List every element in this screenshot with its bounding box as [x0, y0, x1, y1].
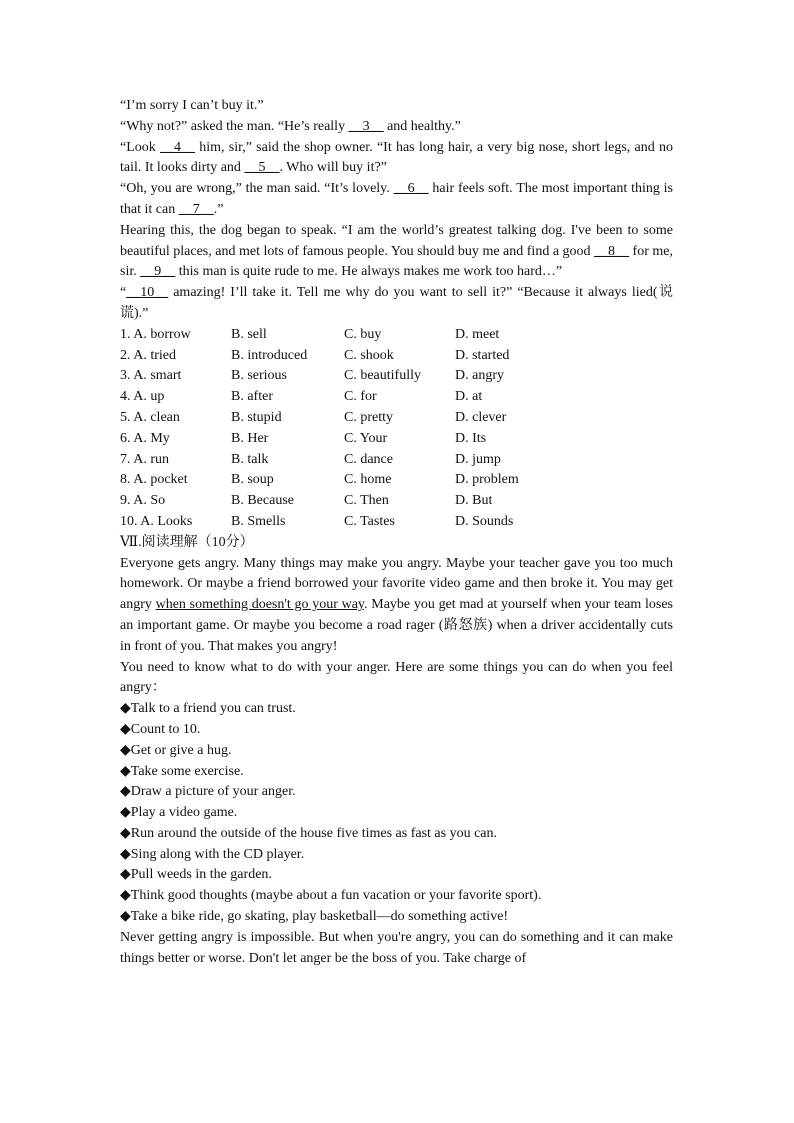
cloze-text: and healthy.”: [383, 118, 461, 134]
option-d: D. Its: [455, 430, 487, 446]
tip-item: ◆Think good thoughts (maybe about a fun vacation or your favorite sport).: [120, 888, 542, 904]
tip-item: ◆Pull weeds in the garden.: [120, 867, 272, 883]
option-b: B. stupid: [231, 409, 282, 425]
blank-10: __10__: [126, 285, 169, 301]
cloze-text: this man is quite rude to me. He always makes me work too hard…”: [175, 264, 563, 280]
tip-item: ◆Take some exercise.: [120, 763, 244, 779]
option-row: [120, 470, 575, 491]
option-b: B. soup: [231, 472, 274, 488]
option-d: D. clever: [455, 409, 507, 425]
option-d: D. started: [455, 347, 510, 363]
tip-item: ◆Count to 10.: [120, 721, 201, 737]
blank-3: __3__: [348, 118, 384, 134]
option-a: 6. A. My: [120, 430, 170, 446]
cloze-text: him, sir,” said the shop owner. “It has long hair, a very big nose, short legs, and no tail. It looks dirty and: [120, 139, 674, 176]
option-row: [120, 429, 575, 450]
cloze-text: “I’m sorry I can’t buy it.”: [120, 98, 264, 113]
cloze-paragraph-4: [120, 179, 673, 221]
option-c: C. beautifully: [344, 368, 421, 384]
tips-list: [120, 699, 673, 928]
blank-7: __7__: [178, 201, 214, 217]
reading-paragraph-1: [120, 554, 673, 658]
option-a: 5. A. clean: [120, 409, 180, 425]
option-row: [120, 491, 575, 512]
option-a: 3. A. smart: [120, 368, 182, 384]
option-c: C. pretty: [344, 409, 393, 425]
cloze-paragraph-3: [120, 138, 673, 180]
options-table: [120, 325, 575, 533]
reading-text: Everyone gets angry. Many things may make you angry. Maybe your teacher gave you too much homework. Or maybe a friend borrowed your favorite video game and then broke it. You may get angry: [120, 555, 673, 613]
option-a: 9. A. So: [120, 493, 166, 509]
option-d: D. problem: [455, 472, 519, 488]
document-page: [120, 96, 673, 969]
option-b: B. Her: [231, 430, 269, 446]
option-a: 7. A. run: [120, 451, 169, 467]
blank-5: __5__: [244, 160, 280, 176]
blank-9: __9__: [140, 264, 176, 280]
tip-item: ◆Get or give a hug.: [120, 742, 232, 758]
option-b: B. talk: [231, 451, 269, 467]
option-c: C. buy: [344, 326, 382, 342]
cloze-text: amazing! I’ll take it. Tell me why do you want to sell it?” “Because it always lied(说谎).”: [120, 285, 673, 321]
reading-paragraph-3: Never getting angry is impossible. But when you're angry, you can do something and it can make things better or worse. Don't let anger be the boss of you. Take charge of: [120, 929, 673, 966]
cloze-paragraph-6: [120, 283, 673, 325]
option-c: C. home: [344, 472, 392, 488]
option-a: 2. A. tried: [120, 347, 176, 363]
tip-item: ◆Sing along with the CD player.: [120, 846, 305, 862]
option-b: B. serious: [231, 368, 287, 384]
option-d: D. But: [455, 493, 493, 509]
reading-text: . Maybe you get mad at yourself when your team loses an important game. Or maybe you become a road rager (路怒族) when a driver accidentally cuts in front of you. That makes you angry!: [120, 597, 673, 654]
underlined-phrase: when something doesn't go your way: [155, 597, 365, 613]
option-c: C. Then: [344, 493, 389, 509]
blank-8: __8__: [594, 243, 630, 259]
cloze-text: “: [120, 285, 127, 301]
option-c: C. shook: [344, 347, 394, 363]
option-a: 4. A. up: [120, 389, 165, 405]
cloze-text: Hearing this, the dog began to speak. “I am the world’s greatest talking dog. I've been to some beautiful places, and met lots of famous people. You should buy me and find a good: [120, 222, 673, 259]
tip-item: ◆Play a video game.: [120, 805, 238, 821]
cloze-line-1: [120, 96, 673, 117]
option-b: B. sell: [231, 326, 267, 342]
option-a: 10. A. Looks: [120, 513, 193, 529]
cloze-paragraph-5: [120, 221, 673, 283]
tip-item: ◆Take a bike ride, go skating, play basketball—do something active!: [120, 909, 509, 925]
option-c: C. Tastes: [344, 513, 395, 529]
option-row: [120, 366, 575, 387]
option-row: [120, 512, 575, 533]
option-row: [120, 408, 575, 429]
cloze-text: for me, sir.: [120, 243, 673, 280]
option-d: D. jump: [455, 451, 501, 467]
cloze-text: “Oh, you are wrong,” the man said. “It’s lovely.: [120, 181, 394, 197]
blank-4: __4__: [160, 139, 196, 155]
option-d: D. Sounds: [455, 513, 514, 529]
option-d: D. at: [455, 389, 483, 405]
cloze-text: .”: [213, 201, 224, 217]
option-a: 1. A. borrow: [120, 326, 191, 342]
tip-item: ◆Talk to a friend you can trust.: [120, 701, 296, 717]
cloze-text: hair feels soft. The most important thing is that it can: [120, 181, 673, 217]
option-row: [120, 387, 575, 408]
option-d: D. angry: [455, 368, 504, 384]
option-row: [120, 325, 575, 346]
section-heading: Ⅶ.阅读理解（10分）: [120, 534, 254, 550]
option-row: [120, 346, 575, 367]
cloze-text: . Who will buy it?”: [279, 160, 387, 176]
tip-item: ◆Draw a picture of your anger.: [120, 784, 296, 800]
blank-6: __6__: [393, 181, 429, 197]
option-b: B. introduced: [231, 347, 308, 363]
option-c: C. dance: [344, 451, 393, 467]
option-row: [120, 450, 575, 471]
option-b: B. after: [231, 389, 273, 405]
tip-item: ◆Run around the outside of the house five times as fast as you can.: [120, 825, 498, 841]
cloze-line-2: [120, 117, 673, 138]
option-b: B. Smells: [231, 513, 286, 529]
option-c: C. for: [344, 389, 377, 405]
option-a: 8. A. pocket: [120, 472, 188, 488]
option-c: C. Your: [344, 430, 388, 446]
option-b: B. Because: [231, 493, 294, 509]
cloze-text: “Look: [120, 139, 161, 155]
reading-paragraph-2: You need to know what to do with your anger. Here are some things you can do when you feel angry：: [120, 659, 673, 696]
option-d: D. meet: [455, 326, 500, 342]
cloze-text: “Why not?” asked the man. “He’s really: [120, 118, 349, 134]
